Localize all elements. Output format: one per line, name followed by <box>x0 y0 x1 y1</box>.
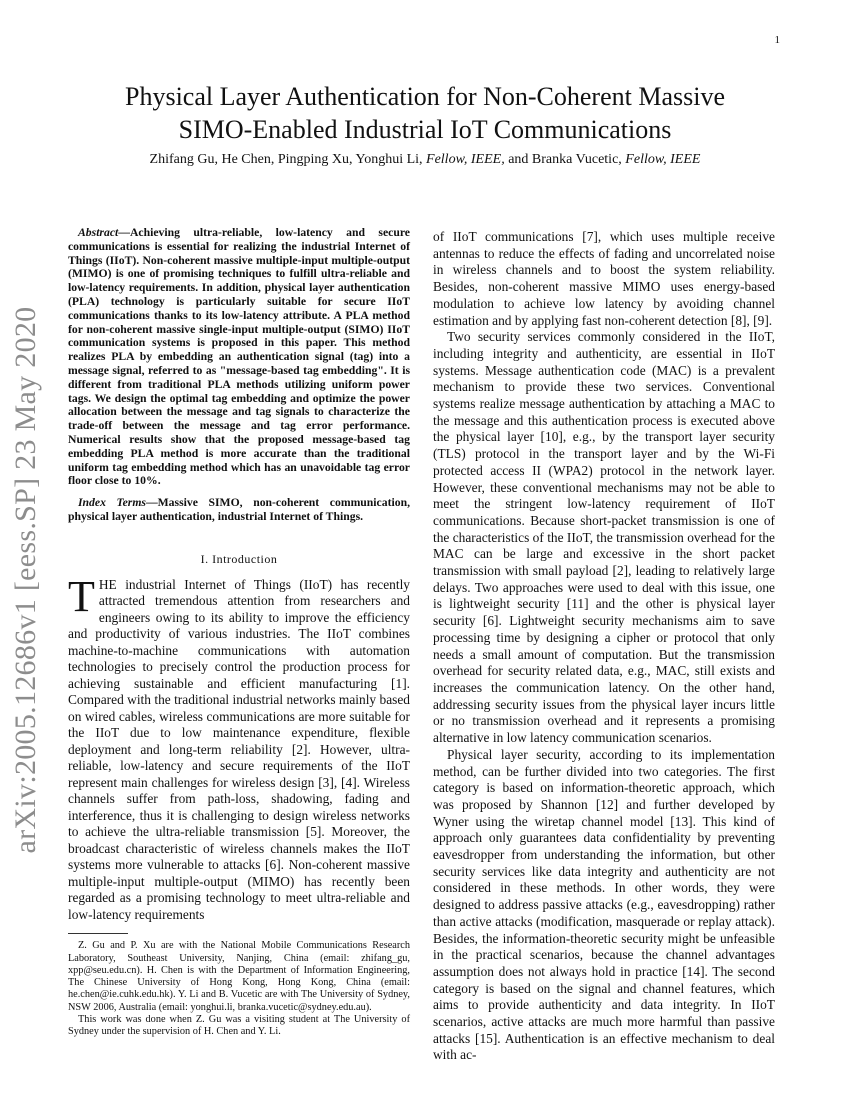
section-heading-introduction: I. Introduction <box>200 551 278 566</box>
footnote-affiliations: Z. Gu and P. Xu are with the National Mobile Communications Research Laboratory, Southeast University, Nanjing, China (email: zhifang_gu, xpp@seu.edu.cn). H. Chen is with the Department of Information Engineering, The Chinese University of Hong Kong, Hong Kong, China (email: he.chen@ie.cuhk.edu.hk). Y. Li and B. Vucetic are with The University of Sydney, NSW 2006, Australia (email: yonghui.li, branka.vucetic@sydney.edu.au). <box>68 940 410 1013</box>
footnote-divider <box>68 933 128 934</box>
index-terms-label: Index Terms <box>78 496 146 510</box>
author-fellow-2: Fellow, IEEE <box>625 152 701 167</box>
paper-title <box>80 80 770 146</box>
intro-paragraph <box>68 571 410 924</box>
page-number: 1 <box>774 34 780 46</box>
drop-cap: T <box>68 571 95 621</box>
right-column <box>433 229 775 1064</box>
index-terms <box>68 496 410 524</box>
arxiv-watermark: arXiv:2005.12686v1 [eess.SP] 23 May 2020 <box>9 306 42 854</box>
authors-part-1: Zhifang Gu, He Chen, Pingping Xu, Yonghui Li, <box>149 152 427 167</box>
footnote-acknowledgment: This work was done when Z. Gu was a visiting student at The University of Sydney under the supervision of H. Chen and Y. Li. <box>68 1014 410 1038</box>
right-paragraph-3: Physical layer security, according to its implementation method, can be further divided into two categories. The first category is based on information-theoretic approach, which was proposed by Shannon [12] and further developed by Wyner using the wiretap channel model [13]. This kind of approach only guarantees data confidentiality by preventing eavesdropper from understanding the information, but other security services like data integrity and authenticity are not considered in these methods. In other words, they were designed to address passive attacks (e.g., eavesdropping) rather than active attacks (modification, masquerade or replay attack). Besides, the information-theoretic security might be unfeasible in the practical scenarios, because the channel advantages assumption does not always hold in practice [14]. The second category is based on the signal and channel features, which aims to provide authenticity and data integrity. In IIoT scenarios, active attacks are much more harmful than passive attacks [15]. Authentication is an effective mechanism to deal with ac- <box>433 746 775 1063</box>
title-line-2: SIMO-Enabled Industrial IoT Communications <box>178 115 672 144</box>
index-terms-text: —Massive SIMO, non-coherent communication, physical layer authentication, industrial Internet of Things. <box>68 496 410 523</box>
right-paragraph-2: Two security services commonly considered in the IIoT, including integrity and authenticity, are essential in IIoT systems. Message authentication code (MAC) is a prevalent mechanism to provide these two services. Conventional systems realize message authentication by attaching a MAC to the message and this authentication process is executed above the physical layer [10], e.g., by the transport layer security (TLS) protocol in the transport layer and by the Wi-Fi protected access II (WPA2) protocol in the network layer. However, these conventional mechanisms may not be able to meet the stringent low-latency requirement of IIoT communications. Because short-packet transmission is one of the characteristics of the IIoT, the transmission overhead for the MAC can be large and excessive in the short packet transmission with small payload [2], leading to relatively large delays. Two approaches were used to deal with this issue, one is lightweight security [11] and the other is physical layer security [6]. Lightweight security mechanisms aim to save processing time by designing a cipher or protocol that only needs a small amount of computation. But the transmission overhead for security related data, e.g., MAC, still exists and increases the communication latency. On the other hand, addressing security issues from the physical layer incurs little or no transmission overhead and it represents a promising alternative in low latency communication scenarios. <box>433 329 775 746</box>
title-line-1: Physical Layer Authentication for Non-Coherent Massive <box>124 82 726 111</box>
author-fellow-1: Fellow, IEEE, <box>426 152 505 167</box>
author-list <box>60 152 790 168</box>
right-paragraph-1: of IIoT communications [7], which uses multiple receive antennas to reduce the effects of fading and uncorrelated noise in wireless channels and to boost the system reliability. Besides, non-coherent massive MIMO uses energy-based modulation to achieve low latency by avoiding channel estimation and by applying fast non-coherent detection [8], [9]. <box>433 229 775 328</box>
authors-part-2: and Branka Vucetic, <box>504 152 626 167</box>
abstract-label: Abstract <box>78 226 119 239</box>
intro-text: HE industrial Internet of Things (IIoT) has recently attracted tremendous attention from researchers and engineers owing to its ability to improve the efficiency and productivity of various industries. The IIoT combines machine-to-machine communications with automation technologies to precisely control the production process for achieving sustainable and efficient manufacturing [1]. Compared with the traditional industrial networks mainly based on wired cables, wireless communications are more suitable for the IIoT due to low maintenance expenditure, flexible deployment and long-term reliability [2]. However, ultra-reliable, low-latency and secure requirements of the IIoT represent main challenges for wireless design [3], [4]. Wireless channels suffer from path-loss, shadowing, fading and interference, thus it is challenging to design wireless networks to achieve the ultra-reliable transmission [5]. Moreover, the broadcast characteristic of wireless channels makes the IIoT systems more vulnerable to attacks [6]. Non-coherent massive multiple-input multiple-output (MIMO) has recently been regarded as a promising technology to meet ultra-reliable and low-latency requirements <box>68 576 410 922</box>
abstract <box>68 226 410 488</box>
abstract-text: —Achieving ultra-reliable, low-latency and secure communications is essential for realizing the industrial Internet of Things (IIoT). Non-coherent massive multiple-input multiple-output (MIMO) is one of promising techniques to fulfill ultra-reliable and low-latency requirements. In addition, physical layer authentication (PLA) technology is particularly suitable for secure IIoT communications thanks to its low-latency attribute. A PLA method for non-coherent massive single-input multiple-output (SIMO) IIoT communication systems is proposed in this paper. This method realizes PLA by embedding an authentication signal (tag) into a message signal, referred to as "message-based tag embedding". It is different from traditional PLA methods utilizing uniform power tags. We design the optimal tag embedding and optimize the power allocation between the message and tag signals to characterize the trade-off between the message and tag error performance. Numerical results show that the proposed message-based tag embedding PLA method is more accurate than the traditional uniform tag embedding method which has an unavoidable tag error floor close to 10%. <box>68 226 410 488</box>
left-column <box>68 226 410 1039</box>
